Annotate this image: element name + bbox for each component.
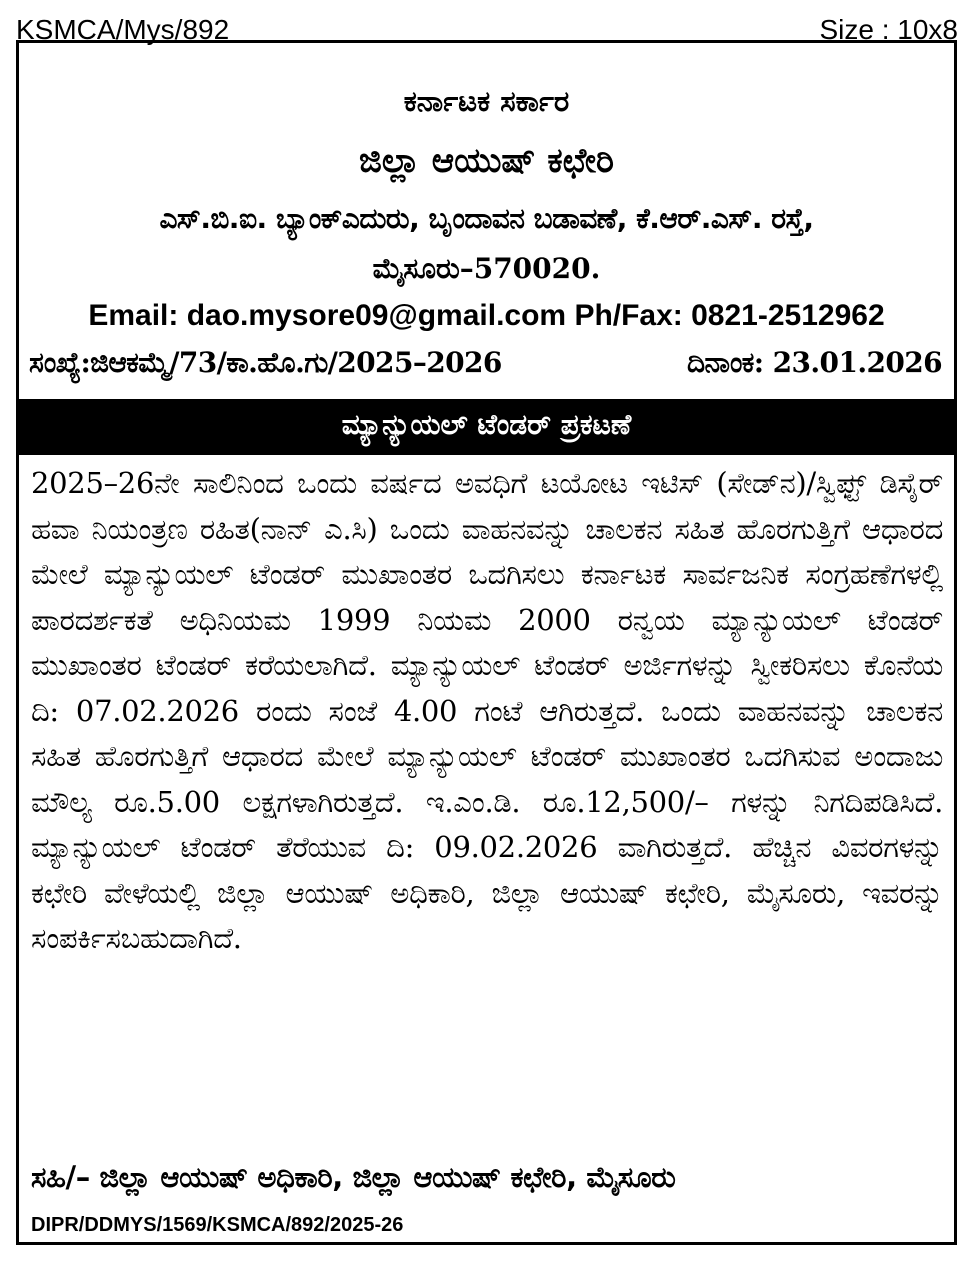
- notice-date: ದಿನಾಂಕ: 23.01.2026: [687, 346, 942, 379]
- notice-body: 2025–26ನೇ ಸಾಲಿನಿಂದ ಒಂದು ವರ್ಷದ ಅವಧಿಗೆ ಟಯೋಟ ಇಟಿಸ್ (ಸೇಡ್‌ನ)/ಸ್ವಿಫ್ಟ್ ಡಿಸೈರ್ ಹವಾ ನಿಯಂತ್ರಣ ರಹಿತ(ನಾನ್ ಎ.ಸಿ) ಒಂದು ವಾಹನವನ್ನು ಚಾಲಕನ ಸಹಿತ ಹೊರಗುತ್ತಿಗೆ ಆಧಾರದ ಮೇಲೆ ಮ್ಯಾನ್ಯುಯಲ್ ಟೆಂಡರ್ ಮುಖಾಂತರ ಒದಗಿಸಲು ಕರ್ನಾಟಕ ಸಾರ್ವಜನಿಕ ಸಂಗ್ರಹಣೆಗಳಲ್ಲಿ ಪಾರದರ್ಶಕತೆ ಅಧಿನಿಯಮ 1999 ನಿಯಮ 2000 ರನ್ವಯ ಮ್ಯಾನ್ಯುಯಲ್ ಟೆಂಡರ್ ಮುಖಾಂತರ ಟೆಂಡರ್ ಕರೆಯಲಾಗಿದೆ. ಮ್ಯಾನ್ಯುಯಲ್ ಟೆಂಡರ್ ಅರ್ಜಿಗಳನ್ನು ಸ್ವೀಕರಿಸಲು ಕೊನೆಯ ದಿ: 07.02.2026 ರಂದು ಸಂಜೆ 4.00 ಗಂಟೆ ಆಗಿರುತ್ತದೆ. ಒಂದು ವಾಹನವನ್ನು ಚಾಲಕನ ಸಹಿತ ಹೊರಗುತ್ತಿಗೆ ಆಧಾರದ ಮೇಲೆ ಮ್ಯಾನ್ಯುಯಲ್ ಟೆಂಡರ್ ಮುಖಾಂತರ ಒದಗಿಸುವ ಅಂದಾಜು ಮೌಲ್ಯ ರೂ.5.00 ಲಕ್ಷಗಳಾಗಿರುತ್ತದೆ. ಇ.ಎಂ.ಡಿ. ರೂ.12,500/– ಗಳನ್ನು ನಿಗದಿಪಡಿಸಿದೆ. ಮ್ಯಾನ್ಯುಯಲ್ ಟೆಂಡರ್ ತೆರೆಯುವ ದಿ: 09.02.2026 ವಾಗಿರುತ್ತದೆ. ಹೆಚ್ಚಿನ ವಿವರಗಳನ್ನು ಕಛೇರಿ ವೇಳೆಯಲ್ಲಿ ಜಿಲ್ಲಾ ಆಯುಷ್ ಅಧಿಕಾರಿ, ಜಿಲ್ಲಾ ಆಯುಷ್ ಕಛೇರಿ, ಮೈಸೂರು, ಇವರನ್ನು ಸಂಪರ್ಕಿಸಬಹುದಾಗಿದೆ.: [31, 466, 943, 955]
- government-name: ಕರ್ನಾಟಕ ಸರ್ಕಾರ: [403, 84, 570, 118]
- office-name: ಜಿಲ್ಲಾ ಆಯುಷ್ ಕಛೇರಿ: [358, 141, 614, 181]
- reference-number: ಸಂಖ್ಯೆ:ಜಿಆಕಮ್ಮೆ/73/ಕಾ.ಹೊ.ಗು/2025–2026: [29, 346, 502, 379]
- contact-line: Email: dao.mysore09@gmail.com Ph/Fax: 0821-2512962: [88, 299, 885, 332]
- notice-title: ಮ್ಯಾನ್ಯುಯಲ್ ಟೆಂಡರ್ ಪ್ರಕಟಣೆ: [19, 399, 954, 455]
- ad-reference-code: KSMCA/Mys/892: [16, 14, 230, 45]
- notice-header: [19, 43, 954, 399]
- top-bar: [0, 0, 980, 45]
- ad-size-label: Size : 10x8: [819, 14, 958, 45]
- signature-line: ಸಹಿ/– ಜಿಲ್ಲಾ ಆಯುಷ್ ಅಧಿಕಾರಿ, ಜಿಲ್ಲಾ ಆಯುಷ್ ಕಛೇರಿ, ಮೈಸೂರು: [31, 1160, 676, 1194]
- notice-frame: [16, 40, 957, 1245]
- address-line-2: ಮೈಸೂರು–570020.: [372, 252, 601, 285]
- address-line-1: ಎಸ್.ಬಿ.ಐ. ಬ್ಯಾಂಕ್‌ಎದುರು, ಬೃಂದಾವನ ಬಡಾವಣೆ, ಕೆ.ಆರ್.ಎಸ್. ರಸ್ತೆ,: [159, 202, 814, 235]
- dipr-reference: DIPR/DDMYS/1569/KSMCA/892/2025-26: [31, 1214, 404, 1236]
